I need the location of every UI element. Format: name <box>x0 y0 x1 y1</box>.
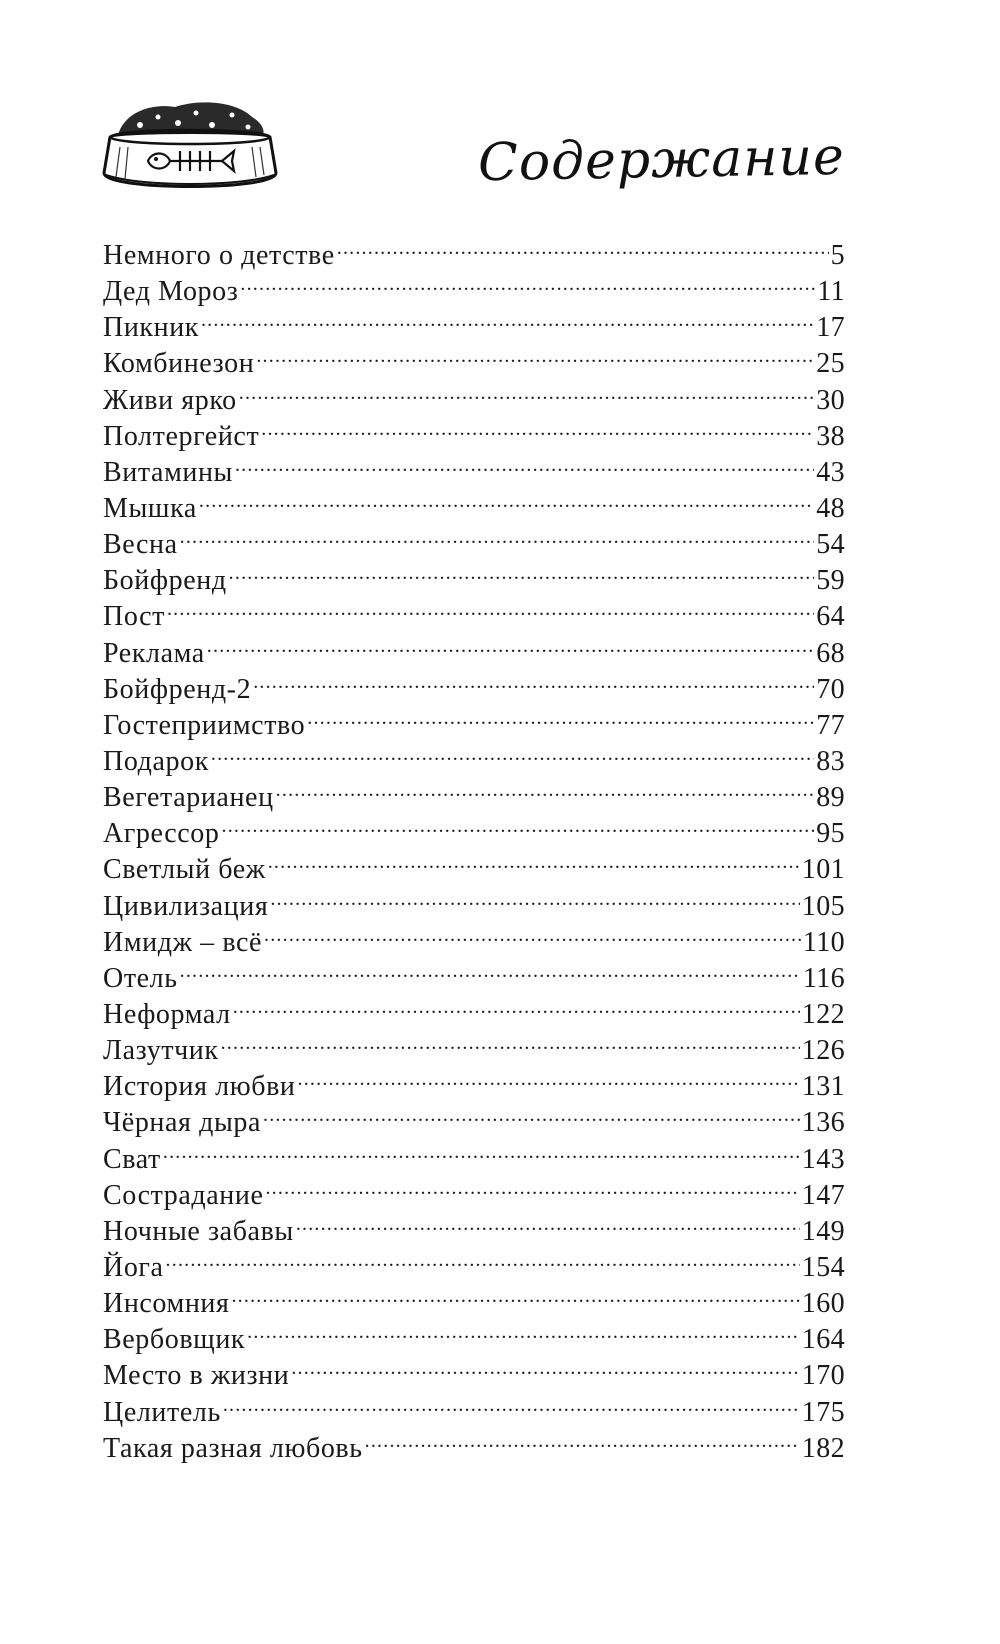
toc-entry-title: Бойфренд <box>103 565 227 597</box>
toc-entry-page-number: 122 <box>801 998 845 1030</box>
dot-leader <box>365 1421 800 1457</box>
dot-leader <box>239 373 814 409</box>
toc-entry-title: Целитель <box>103 1396 221 1428</box>
dot-leader <box>207 626 814 662</box>
toc-entry-page-number: 89 <box>816 782 845 814</box>
dot-leader <box>261 409 814 445</box>
toc-entry-page-number: 131 <box>801 1071 845 1103</box>
dot-leader <box>201 300 814 336</box>
toc-entry <box>103 987 845 1030</box>
toc-entry-page-number: 64 <box>816 601 845 633</box>
toc-entry-title: Такая разная любовь <box>103 1432 363 1464</box>
dot-leader <box>167 589 814 625</box>
dot-leader <box>180 517 815 553</box>
toc-entry-page-number: 164 <box>801 1324 845 1356</box>
toc-entry-page-number: 101 <box>801 854 845 886</box>
toc-entry-title: Живи ярко <box>103 384 237 416</box>
toc-entry-title: Инсомния <box>103 1288 230 1320</box>
toc-entry-title: Пикник <box>103 312 199 344</box>
dot-leader <box>298 1059 800 1095</box>
toc-entry-page-number: 54 <box>816 529 845 561</box>
toc-entry-page-number: 110 <box>802 926 845 958</box>
toc-entry <box>103 1276 845 1320</box>
toc-entry-title: Неформал <box>103 998 231 1030</box>
toc-entry-title: Йога <box>103 1251 164 1283</box>
dot-leader <box>296 1204 800 1240</box>
toc-entry-title: Весна <box>103 529 178 561</box>
toc-entry-title: Место в жизни <box>103 1360 290 1392</box>
toc-entry-page-number: 70 <box>816 673 845 705</box>
toc-entry-page-number: 136 <box>801 1107 845 1139</box>
toc-entry-page-number: 77 <box>816 709 845 741</box>
toc-entry-page-number: 175 <box>801 1396 845 1428</box>
toc-entry-title: Лазутчик <box>103 1035 219 1067</box>
toc-entry-title: Комбинезон <box>103 348 255 380</box>
toc-entry-page-number: 95 <box>816 818 845 850</box>
toc-entry-page-number: 25 <box>816 348 845 380</box>
page-header <box>100 95 845 225</box>
toc-entry-page-number: 5 <box>830 240 845 271</box>
toc-entry-title: Светлый беж <box>103 854 266 886</box>
toc-entry-page-number: 182 <box>801 1432 845 1464</box>
toc-entry-page-number: 143 <box>801 1143 845 1175</box>
toc-entry-page-number: 17 <box>816 312 845 344</box>
toc-entry <box>103 336 845 380</box>
toc-entry-title: Бойфренд-2 <box>103 673 252 705</box>
dot-leader <box>235 445 814 481</box>
dot-leader <box>270 879 799 915</box>
toc-entry-title: Гостеприимство <box>103 709 306 741</box>
toc-entry <box>103 517 845 561</box>
page-title: Содержание <box>477 126 846 194</box>
dot-leader <box>247 1312 800 1348</box>
toc-entry-title: Полтергейст <box>103 420 260 452</box>
toc-entry <box>103 770 845 814</box>
dot-leader <box>221 1023 800 1059</box>
toc-entry <box>103 1132 845 1175</box>
dot-leader <box>229 553 815 589</box>
toc-entry-title: Витамины <box>103 456 233 488</box>
toc-entry-title: Сострадание <box>103 1179 264 1211</box>
dot-leader <box>231 1276 799 1312</box>
toc-entry-title: Вегетарианец <box>103 782 274 814</box>
toc-entry-title: Подарок <box>103 745 209 777</box>
toc-entry <box>103 553 845 597</box>
dot-leader <box>211 734 814 770</box>
dot-leader <box>263 1095 800 1131</box>
toc-entry-page-number: 126 <box>801 1035 845 1067</box>
dot-leader <box>291 1348 799 1384</box>
toc-entry <box>103 589 845 633</box>
dot-leader <box>307 698 814 734</box>
table-of-contents <box>103 228 845 1464</box>
toc-entry <box>103 481 845 524</box>
toc-entry-page-number: 59 <box>816 565 845 597</box>
cat-bowl-icon <box>100 95 280 205</box>
dot-leader <box>180 951 801 987</box>
toc-entry <box>103 1240 845 1283</box>
dot-leader <box>268 842 800 878</box>
dot-leader <box>166 1240 800 1276</box>
toc-entry-title: Немного о детстве <box>103 240 335 271</box>
toc-entry-title: Цивилизация <box>103 890 269 922</box>
toc-entry-page-number: 147 <box>801 1179 845 1211</box>
dot-leader <box>240 264 815 300</box>
toc-entry-title: Дед Мороз <box>103 276 239 308</box>
toc-entry-page-number: 116 <box>802 962 845 994</box>
toc-entry <box>103 1168 845 1211</box>
toc-entry-page-number: 48 <box>816 492 845 524</box>
toc-entry-page-number: 30 <box>816 384 845 416</box>
dot-leader <box>337 228 829 264</box>
dot-leader <box>199 481 814 517</box>
toc-entry-page-number: 154 <box>801 1251 845 1283</box>
toc-entry-page-number: 83 <box>816 745 845 777</box>
dot-leader <box>233 987 800 1023</box>
dot-leader <box>222 806 815 842</box>
toc-entry-title: Чёрная дыра <box>103 1107 262 1139</box>
toc-entry-page-number: 43 <box>816 456 845 488</box>
toc-entry-page-number: 105 <box>801 890 845 922</box>
dot-leader <box>264 915 801 951</box>
dot-leader <box>256 336 814 372</box>
toc-entry-title: Вербовщик <box>103 1324 246 1356</box>
dot-leader <box>276 770 815 806</box>
toc-entry-page-number: 11 <box>817 276 845 308</box>
toc-entry-title: Имидж – всё <box>103 926 263 958</box>
toc-entry-title: Реклама <box>103 637 205 669</box>
dot-leader <box>253 662 814 698</box>
toc-entry-title: Агрессор <box>103 818 220 850</box>
toc-entry-page-number: 149 <box>801 1215 845 1247</box>
toc-entry-page-number: 38 <box>816 420 845 452</box>
toc-entry-title: Пост <box>103 601 165 633</box>
toc-entry-page-number: 160 <box>801 1288 845 1320</box>
toc-entry <box>103 662 845 705</box>
toc-entry <box>103 734 845 777</box>
toc-entry-page-number: 68 <box>816 637 845 669</box>
dot-leader <box>223 1385 800 1421</box>
toc-entry-title: Отель <box>103 962 178 994</box>
toc-entry-title: Мышка <box>103 492 197 524</box>
toc-entry <box>103 228 845 271</box>
toc-entry-page-number: 170 <box>801 1360 845 1392</box>
dot-leader <box>163 1132 800 1168</box>
toc-entry <box>103 300 845 344</box>
toc-entry <box>103 951 845 994</box>
toc-entry-title: Сват <box>103 1143 161 1175</box>
dot-leader <box>265 1168 799 1204</box>
toc-entry <box>103 626 845 669</box>
toc-entry-title: История любви <box>103 1071 296 1103</box>
toc-entry-title: Ночные забавы <box>103 1215 294 1247</box>
